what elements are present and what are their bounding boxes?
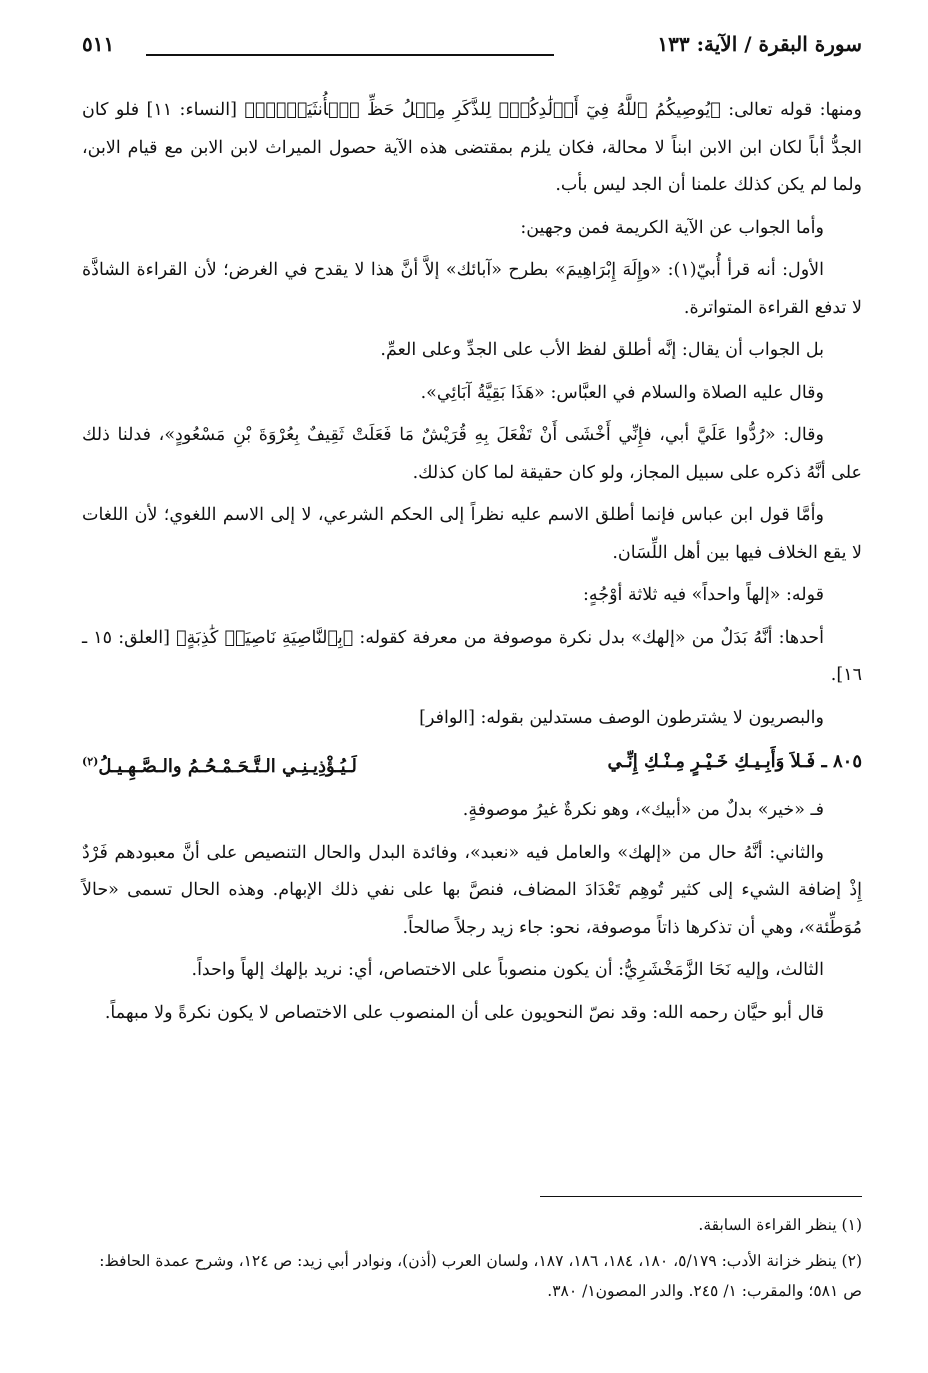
paragraph: الأول: أنه قرأ أُبيّ(١): «وإِلَهَ إِبْرَاهِيمَ» بطرح «آبائك» إلاَّ أنَّ هذا لا يقدح في الغرض؛ لأن القراءة الشاذَّة لا تدفع القراءة المتواترة.	[82, 260, 862, 318]
verse-hemistich-1: فَـلاَ وَأَبِـيـكِ خَـيْـرٍ مِـنْـكِ إِنِّـي	[607, 751, 816, 772]
paragraph: الثالث، وإليه نَحَا الزَّمَخْشَرِيُّ: أن يكون منصوباً على الاختصاص، أي: نريد بإلهك إلهاً واحداً.	[191, 960, 824, 980]
paragraph: قوله: «إلهاً واحداً» فيه ثلاثة أوْجُهٍ:	[582, 585, 824, 605]
verse-second-half	[82, 742, 357, 787]
running-title: سورة البقرة / الآية: ١٣٣	[657, 32, 862, 56]
verse-number: ٨٠٥ ـ	[821, 751, 862, 772]
paragraph: والثاني: أنَّهُ حال من «إلهك» والعامل فيه «نعبد»، وفائدة البدل والحال التنصيص على أنَّ معبودهم فَرْدٌ إِذْ إضافة الشيء إلى كثير تُوهِم تَعْدَادَ المضاف، فنصَّ بها على نفي ذلك الإبهام. وهذه الحال تسمى «حالاً مُوَطِّئة»، وهي أن تذكرها ذاتاً موصوفة، نحو: جاء زيد رجلاً صالحاً.	[82, 842, 862, 938]
footnotes	[82, 1210, 862, 1312]
paragraph: والبصريون لا يشترطون الوصف مستدلين بقوله: [الوافر]	[419, 707, 824, 728]
footnote: (٢) ينظر خزانة الأدب: ٥/١٧٩، ١٨٠، ١٨٤، ١٨٦، ١٨٧، ولسان العرب (أذن)، ونوادر أبي زيد: ص ١٢٤، وشرح عمدة الحافظ: ص ٥٨١؛ والمقرب: ١/ ٢٤٥. والدر المصون١/ ٣٨٠.	[99, 1252, 862, 1300]
paragraph: وقال: «رُدُّوا عَلَيَّ أبي، فإِنِّي أَخْشَى أَنْ تَفْعَلَ بِهِ قُرَيْشٌ مَا فَعَلَتْ ثَقِيفٌ بِعُرْوَةَ بْنِ مَسْعُودٍ»، فدلنا ذلك على أنَّهُ ذكره على سبيل المجاز، ولو كان حقيقة لما كان كذلك.	[82, 425, 862, 483]
paragraph: وأمَّا قول ابن عباس فإنما أطلق الاسم عليه نظراً إلى الحكم الشرعي، لا إلى الاسم اللغوي؛ لأن اللغات لا يقع الخلاف فيها بين أهل اللِّسَان.	[82, 505, 862, 563]
header-rule	[146, 54, 554, 56]
page-number: ٥١١	[82, 32, 115, 56]
paragraph: ومنها: قوله تعالى: ﴿يُوصِيكُمُ ٱللَّهُ فِيٓ أَوۡلَٰدِكُمۡۖ لِلذَّكَرِ مِثۡلُ حَظِّ ٱلۡأُنثَيَيۡنِۚ﴾ [النساء: ١١] فلو كان الجدُّ أباً لكان ابن الابن ابناً لا محالة، فكان يلزم بمقتضى هذه الآية حصول الميراث لابن الابن مع قيام الابن، ولما لم يكن كذلك علمنا أن الجد ليس بأب.	[82, 100, 862, 195]
paragraph: وأما الجواب عن الآية الكريمة فمن وجهين:	[520, 217, 824, 238]
page-header	[82, 30, 862, 64]
footnote-ref: (٢)	[82, 755, 99, 768]
main-text	[82, 92, 862, 1037]
paragraph: أحدها: أنَّهُ بَدَلٌ من «إلهك» بدل نكرة موصوفة من معرفة كقوله: ﴿بِٱلنَّاصِيَةِ نَاصِيَةٖ كَٰذِبَةٍ﴾ [العلق: ١٥ ـ ١٦].	[82, 627, 862, 685]
poetry-verse	[82, 742, 862, 787]
paragraph: فـ «خير» بدلٌ من «أبيك»، وهو نكرةٌ غيرُ موصوفةٍ.	[462, 800, 824, 820]
paragraph: وقال عليه الصلاة والسلام في العبَّاس: «هَذَا بَقِيَّةُ آبَائِي».	[420, 382, 824, 403]
paragraph: بل الجواب أن يقال: إنَّه أطلق لفظ الأب على الجدِّ وعلى العمِّ.	[380, 340, 824, 360]
paragraph: قال أبو حيَّان رحمه الله: وقد نصّ النحويون على أن المنصوب على الاختصاص لا يكون نكرةً ولا مبهماً.	[104, 1002, 824, 1023]
verse-first-half	[608, 742, 863, 787]
footnote: (١) ينظر القراءة السابقة.	[698, 1216, 862, 1234]
verse-hemistich-2: لَـيُـؤْذِيـنِـي الـتَّـحَـمْـحُـمُ والـصَّـهِـيـلُ	[98, 756, 357, 777]
footnote-separator	[540, 1196, 862, 1197]
